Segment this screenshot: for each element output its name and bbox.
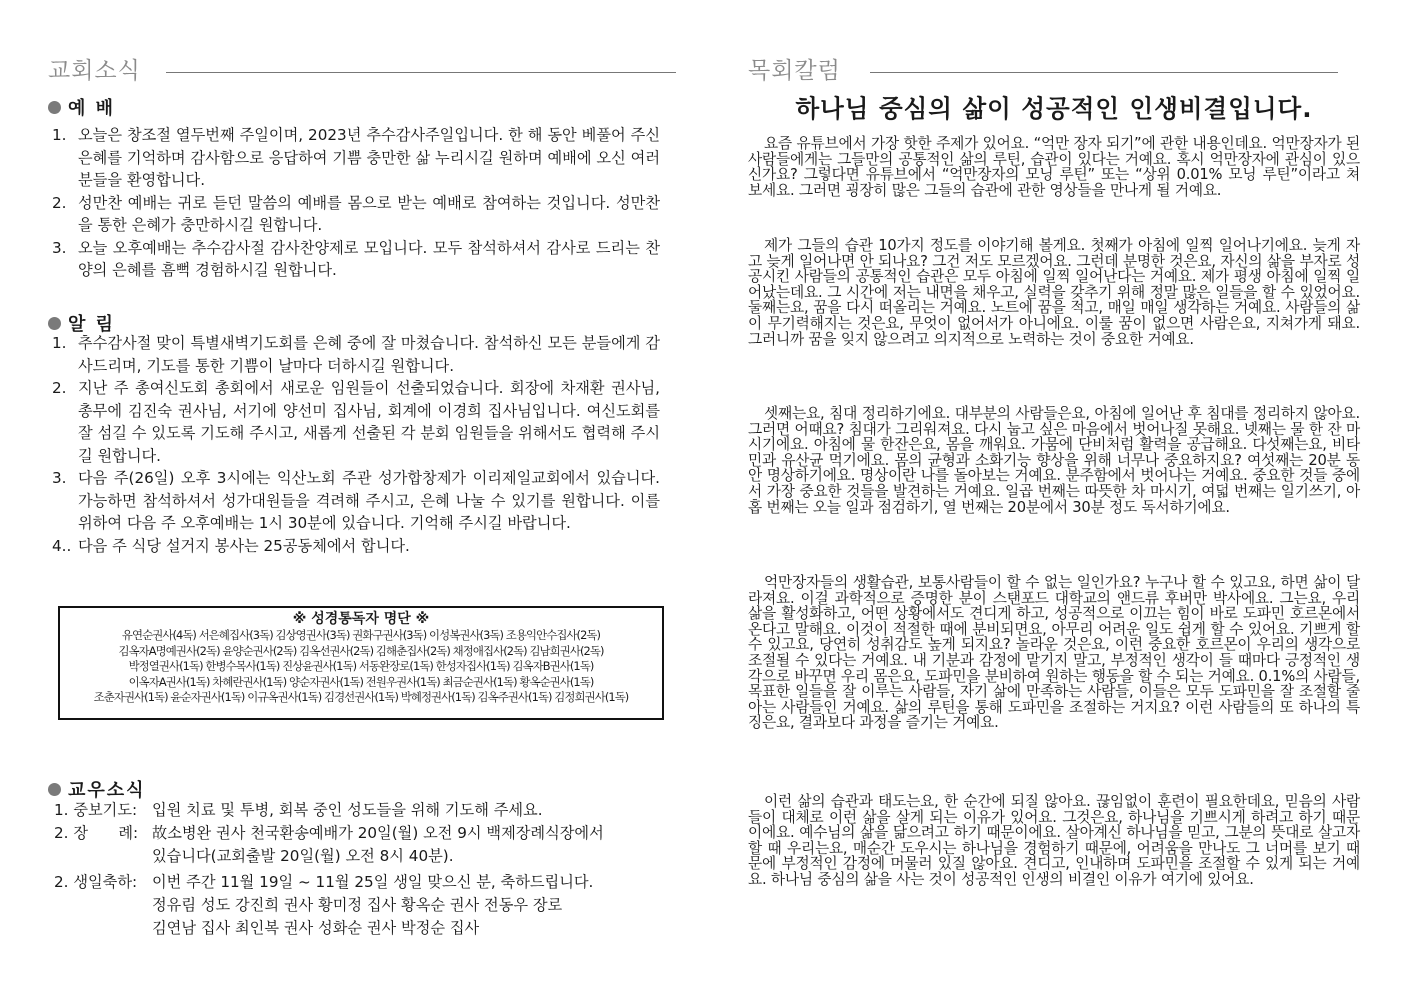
bullet-icon bbox=[48, 317, 61, 330]
roster-title: ※ 성경통독자 명단 ※ bbox=[292, 611, 430, 627]
list-item: 1. 오늘은 창조절 열두번째 주일이며, 2023년 추수감사주일입니다. 한 해 동안 베풀어 주신 은혜를 기억하며 감사함으로 응답하여 기쁨 충만한 삶 누리시길 원하며 예배에 오신 여러분들을 환영합니다. bbox=[52, 126, 660, 189]
members-label: 교우소식 bbox=[68, 780, 146, 801]
list-item: 2. 지난 주 총여신도회 총회에서 새로운 임원들이 선출되었습니다. 회장에 차재환 권사님, 총무에 김진숙 권사님, 서기에 양선미 집사님, 회계에 이경희 집사님입니다. 여신도회를 잘 섬길 수 있도록 기도해 주시고, 새롭게 선출된 각 분회 임원들을 위해서도 협력해 주시길 원합니다. bbox=[52, 379, 660, 465]
worship-heading bbox=[48, 94, 115, 120]
bible-reader-roster bbox=[58, 606, 664, 720]
church-news-header bbox=[48, 52, 660, 88]
section-title: 교회소식 bbox=[48, 58, 141, 84]
column-paragraph: 요즘 유튜브에서 가장 핫한 주제가 있어요. “억만 장자 되기”에 관한 내용인데요. 억만장자가 된 사람들에게는 그들만의 공통적인 삶의 루틴, 습관이 있다는 거예요. 혹시 억만장자에 관심이 있으신가요? 그렇다면 유튜브에서 “억만장자의 모닝 루틴” 또는 “상위 0.01% 모닝 루틴”이라고 쳐 보세요. 그러면 굉장히 많은 그들의 습관에 관한 영상들을 만나게 될 거예요. bbox=[748, 135, 1360, 199]
members-news bbox=[48, 799, 660, 940]
bullet-icon bbox=[48, 783, 61, 796]
news-row: 2. 장 례: 故소병완 권사 천국환송예배가 20일(월) 오전 9시 백제장례식장에서 bbox=[54, 824, 604, 842]
news-row: 1. 중보기도: 입원 치료 및 투병, 회복 중인 성도들을 위해 기도해 주세요. bbox=[54, 801, 543, 819]
list-item: 2. 성만찬 예배는 귀로 듣던 말씀의 예배를 몸으로 받는 예배로 참여하는 것입니다. 성만찬을 통한 은혜가 충만하시길 원합니다. bbox=[52, 193, 660, 234]
worship-label: 예 배 bbox=[68, 98, 116, 119]
notice-list bbox=[48, 332, 660, 557]
header-rule bbox=[166, 72, 676, 73]
news-row-continued: 있습니다(교회출발 20일(월) 오전 8시 40분). bbox=[152, 847, 454, 865]
column-paragraph: 억만장자들의 생활습관, 보통사람들이 할 수 없는 일인가요? 누구나 할 수 있고요, 하면 삶이 달라져요. 이걸 과학적으로 증명한 분이 스탠포드 대학교의 앤드류 후버만 박사에요. 그는요, 우리 삶을 활성화하고, 어떤 상황에서도 견디게 하고, 성공적으로 이끄는 힘이 바로 도파민 호르몬에서 온다고 말해요. 이것이 적절한 때에 분비되면요, 아무리 어려운 일도 쉽게 할 수 있어요. 기쁘게 할 수 있고요, 당연히 성취감도 높게 되지요? 놀라운 것은요, 이런 중요한 호르몬이 우리의 생각으로 조절될 수 있다는 거예요. 내 기분과 감정에 맡기지 말고, 부정적인 생각이 들 때마다 긍정적인 생각으로 바꾸면 우리 몸은요, 도파민을 분비하여 원하는 행동을 할 수 되는 거예요. 0.1%의 사람들, 목표한 일들을 잘 이루는 사람들, 자기 삶에 만족하는 사람들, 이들은 모두 도파민을 잘 조절할 줄 아는 사람들인 거예요. 삶의 루틴을 통해 도파민을 조절하는 거지요? 이런 사람들의 또 하나의 특징은요, 결과보다 과정을 즐기는 거예요. bbox=[748, 574, 1360, 732]
roster-line: 유연순권사(4독) 서은혜집사(3독) 김상영권사(3독) 권화구권사(3독) 이성복권사(3독) 조용익안수집사(2독) bbox=[121, 628, 601, 642]
column-paragraph: 제가 그들의 습관 10가지 정도를 이야기해 볼게요. 첫째가 아침에 일찍 일어나기에요. 늦게 자고 늦게 일어나면 안 되나요? 그건 저도 모르겠어요. 그런데 분명한 것은요, 자신의 삶을 부자로 성공시킨 사람들의 공통적인 습관은 모두 아침에 일찍 일어난다는 거예요. 제가 평생 아침에 일찍 일어났는데요. 그 시간에 저는 내면을 채우고, 실력을 갖추기 위해 정말 많은 일들을 할 수 있었어요. 둘째는요, 꿈을 다시 떠올리는 거예요. 노트에 꿈을 적고, 매일 매일 생각하는 거예요. 사람들의 삶이 무기력해지는 것은요, 무엇이 없어서가 아니에요. 이룰 꿈이 없으면 사람은요, 지쳐가게 돼요. 그러니까 꿈을 잊지 않으려고 의지적으로 노력하는 것이 중요한 거예요. bbox=[748, 237, 1360, 348]
list-item: 4.. 다음 주 식당 설거지 봉사는 25공동체에서 합니다. bbox=[52, 536, 410, 555]
header-rule bbox=[870, 72, 1338, 73]
pastor-column-header bbox=[748, 52, 1360, 88]
news-row-continued: 김연남 집사 최인복 권사 성화순 권사 박정순 집사 bbox=[152, 919, 480, 937]
roster-line: 박정열권사(1독) 한병수목사(1독) 진상윤권사(1독) 서동완장로(1독) 한성자집사(1독) 김옥자B권사(1독) bbox=[128, 659, 594, 674]
column-headline: 하나님 중심의 삶이 성공적인 인생비결입니다. bbox=[795, 94, 1313, 123]
column-paragraph: 이런 삶의 습관과 태도는요, 한 순간에 되질 않아요. 끊임없이 훈련이 필요한데요, 믿음의 사람들이 대체로 이런 삶을 살게 되는 이유가 있어요. 그것은요, 하나님을 기쁘시게 하려고 하기 때문이에요. 예수님의 삶을 닮으려고 하기 때문이에요. 살아계신 하나님을 믿고, 그분의 뜻대로 살고자 할 때 우리는요, 매순간 도우시는 하나님을 경험하기 때문에, 어려움을 만나도 그 너머를 보기 때문에 부정적인 감정에 머물러 있질 않아요. 견디고, 인내하며 도파민을 조절할 수 있게 되는 거예요. 하나님 중심의 삶을 사는 것이 성공적인 인생의 비결인 이유가 여기에 있어요. bbox=[748, 793, 1360, 888]
roster-line: 김옥자A명예권사(2독) 윤양순권사(2독) 김옥선권사(2독) 김해춘집사(2독) 채정애집사(2독) 김남희권사(2독) bbox=[118, 643, 604, 658]
list-item: 3. 다음 주(26일) 오후 3시에는 익산노회 주관 성가합창제가 이리제일교회에서 있습니다. 가능하면 참석하셔서 성가대원들을 격려해 주시고, 은혜 나눌 수 있기를 원합니다. 이를 위하여 다음 주 오후예배는 1시 30분에 있습니다. 기억해 주시길 바랍니다. bbox=[52, 469, 660, 532]
list-item: 1. 추수감사절 맞이 특별새벽기도회를 은혜 중에 잘 마쳤습니다. 참석하신 모든 분들에게 감사드리며, 기도를 통한 기쁨이 날마다 더하시길 원합니다. bbox=[52, 334, 660, 375]
list-item: 3. 오늘 오후예배는 추수감사절 감사찬양제로 모입니다. 모두 참석하셔서 감사로 드리는 찬양의 은혜를 흠뻑 경험하시길 원합니다. bbox=[52, 238, 660, 279]
roster-line: 이옥자A권사(1독) 차혜란권사(1독) 양순자권사(1독) 전원우권사(1독) 최금순권사(1독) 황옥순권사(1독) bbox=[128, 674, 594, 689]
bullet-icon bbox=[48, 101, 61, 114]
notice-label: 알 림 bbox=[68, 314, 116, 335]
roster-line: 조춘자권사(1독) 윤순자권사(1독) 이규옥권사(1독) 김경선권사(1독) 박혜정권사(1독) 김옥주권사(1독) 김정희권사(1독) bbox=[93, 690, 629, 705]
news-row: 2. 생일축하: 이번 주간 11월 19일 ~ 11월 25일 생일 맞으신 분, 축하드립니다. bbox=[54, 873, 594, 891]
news-row-continued: 정유림 성도 강진희 권사 황미정 집사 황옥순 권사 전동우 장로 bbox=[152, 896, 563, 914]
worship-list bbox=[48, 124, 660, 282]
column-paragraph: 셋째는요, 침대 정리하기에요. 대부분의 사람들은요, 아침에 일어난 후 침대를 정리하지 않아요. 그러면 어때요? 침대가 그리워져요. 다시 눕고 싶은 마음에서 벗어나질 못해요. 넷째는 물 한 잔 마시기에요. 아침에 물 한잔은요, 몸을 깨워요. 가뭄에 단비처럼 활력을 공급해요. 다섯째는요, 비타민과 유산균 먹기에요. 몸의 균형과 소화기능 향상을 위해 너무나 중요하지요? 여섯째는 20분 동안 명상하기에요. 명상이란 나를 돌아보는 거예요. 분주함에서 벗어나는 거예요. 중요한 것들 중에서 가장 중요한 것들을 발견하는 거예요. 일곱 번째는 따뜻한 차 마시기, 여덟 번째는 일기쓰기, 아홉 번째는 오늘 일과 점검하기, 열 번째는 20분에서 30분 정도 독서하기에요. bbox=[748, 405, 1360, 516]
section-title: 목회칼럼 bbox=[748, 58, 841, 84]
